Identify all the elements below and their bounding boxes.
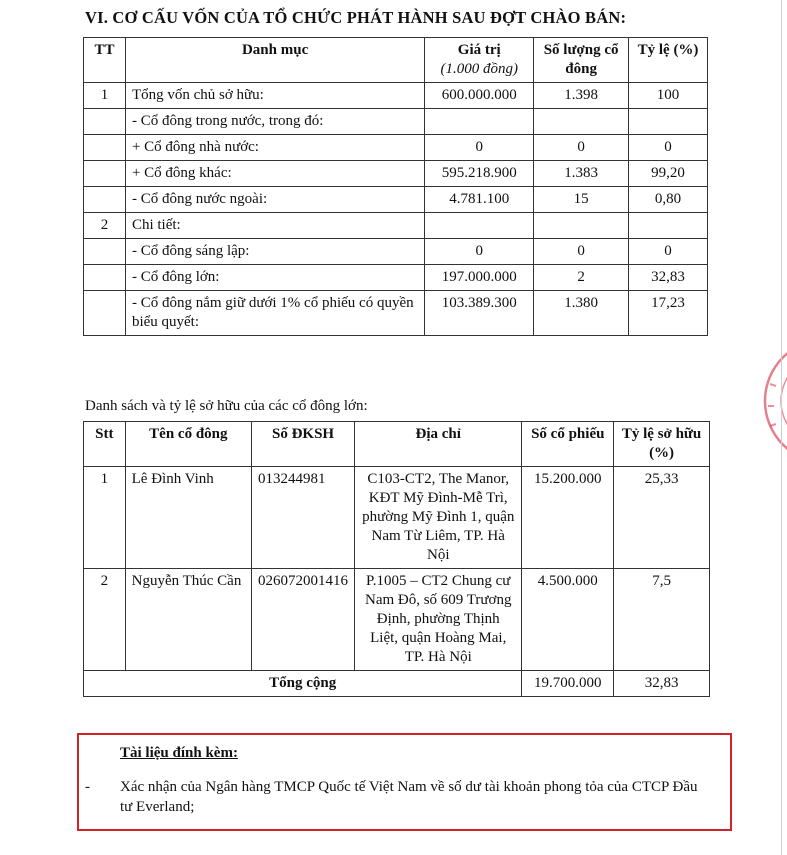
capital-cell-tt	[84, 135, 126, 161]
capital-cell-category: - Cổ đông nắm giữ dưới 1% cổ phiếu có quyền biểu quyết:	[125, 291, 424, 336]
capital-cell-value	[425, 109, 534, 135]
holder-cell-shares: 15.200.000	[522, 467, 614, 569]
capital-row	[84, 83, 708, 109]
capital-cell-category: - Cổ đông lớn:	[125, 265, 424, 291]
capital-cell-count: 1.380	[534, 291, 629, 336]
capital-row	[84, 291, 708, 336]
header-ownership: Tỷ lệ sở hữu (%)	[614, 422, 710, 467]
capital-row	[84, 187, 708, 213]
attachment-item: Xác nhận của Ngân hàng TMCP Quốc tế Việt Nam về số dư tài khoản phong tỏa của CTCP Đầu tư Everland;	[120, 779, 698, 815]
capital-cell-count: 1.398	[534, 83, 629, 109]
holder-cell-id: 026072001416	[252, 569, 355, 671]
total-label: Tổng cộng	[84, 671, 522, 697]
shareholder-row	[84, 467, 710, 569]
capital-cell-ratio: 99,20	[629, 161, 708, 187]
page-edge-line	[781, 0, 782, 855]
major-shareholders-table	[83, 421, 710, 697]
capital-cell-value: 103.389.300	[425, 291, 534, 336]
capital-cell-value: 197.000.000	[425, 265, 534, 291]
holder-cell-name: Nguyễn Thúc Cần	[125, 569, 251, 671]
holders-header-row	[84, 422, 710, 467]
header-ratio: Tỷ lệ (%)	[629, 38, 708, 83]
capital-cell-ratio	[629, 213, 708, 239]
section-title: VI. CƠ CẤU VỐN CỦA TỔ CHỨC PHÁT HÀNH SAU ĐỢT CHÀO BÁN:	[85, 8, 627, 27]
capital-cell-ratio: 0	[629, 135, 708, 161]
total-ratio: 32,83	[614, 671, 710, 697]
capital-cell-ratio: 17,23	[629, 291, 708, 336]
header-value-unit: (1.000 đồng)	[440, 61, 518, 77]
capital-cell-category: Tổng vốn chủ sở hữu:	[125, 83, 424, 109]
capital-cell-value: 0	[425, 135, 534, 161]
capital-cell-value: 4.781.100	[425, 187, 534, 213]
major-shareholders-caption: Danh sách và tỷ lệ sở hữu của các cổ đông lớn:	[85, 398, 368, 414]
capital-cell-tt: 1	[84, 83, 126, 109]
capital-cell-count: 1.383	[534, 161, 629, 187]
capital-row	[84, 239, 708, 265]
capital-row	[84, 213, 708, 239]
attachments-highlight-box	[77, 733, 732, 831]
holder-cell-address: C103-CT2, The Manor, KĐT Mỹ Đình-Mễ Trì, phường Mỹ Đình 1, quận Nam Từ Liêm, TP. Hà Nội	[355, 467, 522, 569]
capital-row	[84, 135, 708, 161]
capital-cell-count: 0	[534, 239, 629, 265]
holder-cell-id: 013244981	[252, 467, 355, 569]
capital-cell-count: 2	[534, 265, 629, 291]
capital-cell-count	[534, 109, 629, 135]
total-shares: 19.700.000	[522, 671, 614, 697]
capital-row	[84, 161, 708, 187]
holder-cell-shares: 4.500.000	[522, 569, 614, 671]
capital-row	[84, 109, 708, 135]
capital-cell-value: 600.000.000	[425, 83, 534, 109]
capital-cell-ratio: 0,80	[629, 187, 708, 213]
holder-cell-stt: 1	[84, 467, 126, 569]
shareholder-row	[84, 569, 710, 671]
capital-cell-ratio: 0	[629, 239, 708, 265]
capital-cell-value	[425, 213, 534, 239]
capital-row	[84, 265, 708, 291]
capital-cell-tt	[84, 109, 126, 135]
header-value	[425, 38, 534, 83]
capital-cell-category: - Cổ đông sáng lập:	[125, 239, 424, 265]
header-shares: Số cổ phiếu	[522, 422, 614, 467]
capital-cell-count: 0	[534, 135, 629, 161]
capital-cell-count	[534, 213, 629, 239]
header-value-label: Giá trị	[457, 42, 501, 58]
header-category: Danh mục	[125, 38, 424, 83]
attachments-title: Tài liệu đính kèm:	[120, 745, 238, 761]
header-tt: TT	[84, 38, 126, 83]
capital-cell-ratio: 100	[629, 83, 708, 109]
holder-cell-stt: 2	[84, 569, 126, 671]
capital-cell-ratio: 32,83	[629, 265, 708, 291]
header-name: Tên cổ đông	[125, 422, 251, 467]
attachment-bullet: -	[85, 779, 90, 795]
header-id: Số ĐKSH	[252, 422, 355, 467]
capital-cell-category: + Cổ đông nhà nước:	[125, 135, 424, 161]
header-address: Địa chỉ	[355, 422, 522, 467]
capital-cell-ratio	[629, 109, 708, 135]
capital-cell-value: 0	[425, 239, 534, 265]
holder-cell-ratio: 25,33	[614, 467, 710, 569]
capital-cell-category: Chi tiết:	[125, 213, 424, 239]
holder-cell-name: Lê Đình Vinh	[125, 467, 251, 569]
holder-cell-ratio: 7,5	[614, 569, 710, 671]
capital-cell-category: + Cổ đông khác:	[125, 161, 424, 187]
capital-cell-category: - Cổ đông nước ngoài:	[125, 187, 424, 213]
capital-cell-tt	[84, 265, 126, 291]
capital-structure-table	[83, 37, 708, 336]
header-stt: Stt	[84, 422, 126, 467]
holder-cell-address: P.1005 – CT2 Chung cư Nam Đô, số 609 Trương Định, phường Thịnh Liệt, quận Hoàng Mai, TP. Hà Nội	[355, 569, 522, 671]
capital-cell-tt	[84, 187, 126, 213]
capital-cell-category: - Cổ đông trong nước, trong đó:	[125, 109, 424, 135]
capital-cell-value: 595.218.900	[425, 161, 534, 187]
total-row	[84, 671, 710, 697]
capital-cell-tt	[84, 239, 126, 265]
header-shareholders: Số lượng cổ đông	[534, 38, 629, 83]
capital-cell-count: 15	[534, 187, 629, 213]
capital-cell-tt	[84, 291, 126, 336]
capital-cell-tt	[84, 161, 126, 187]
capital-header-row	[84, 38, 708, 83]
capital-cell-tt: 2	[84, 213, 126, 239]
